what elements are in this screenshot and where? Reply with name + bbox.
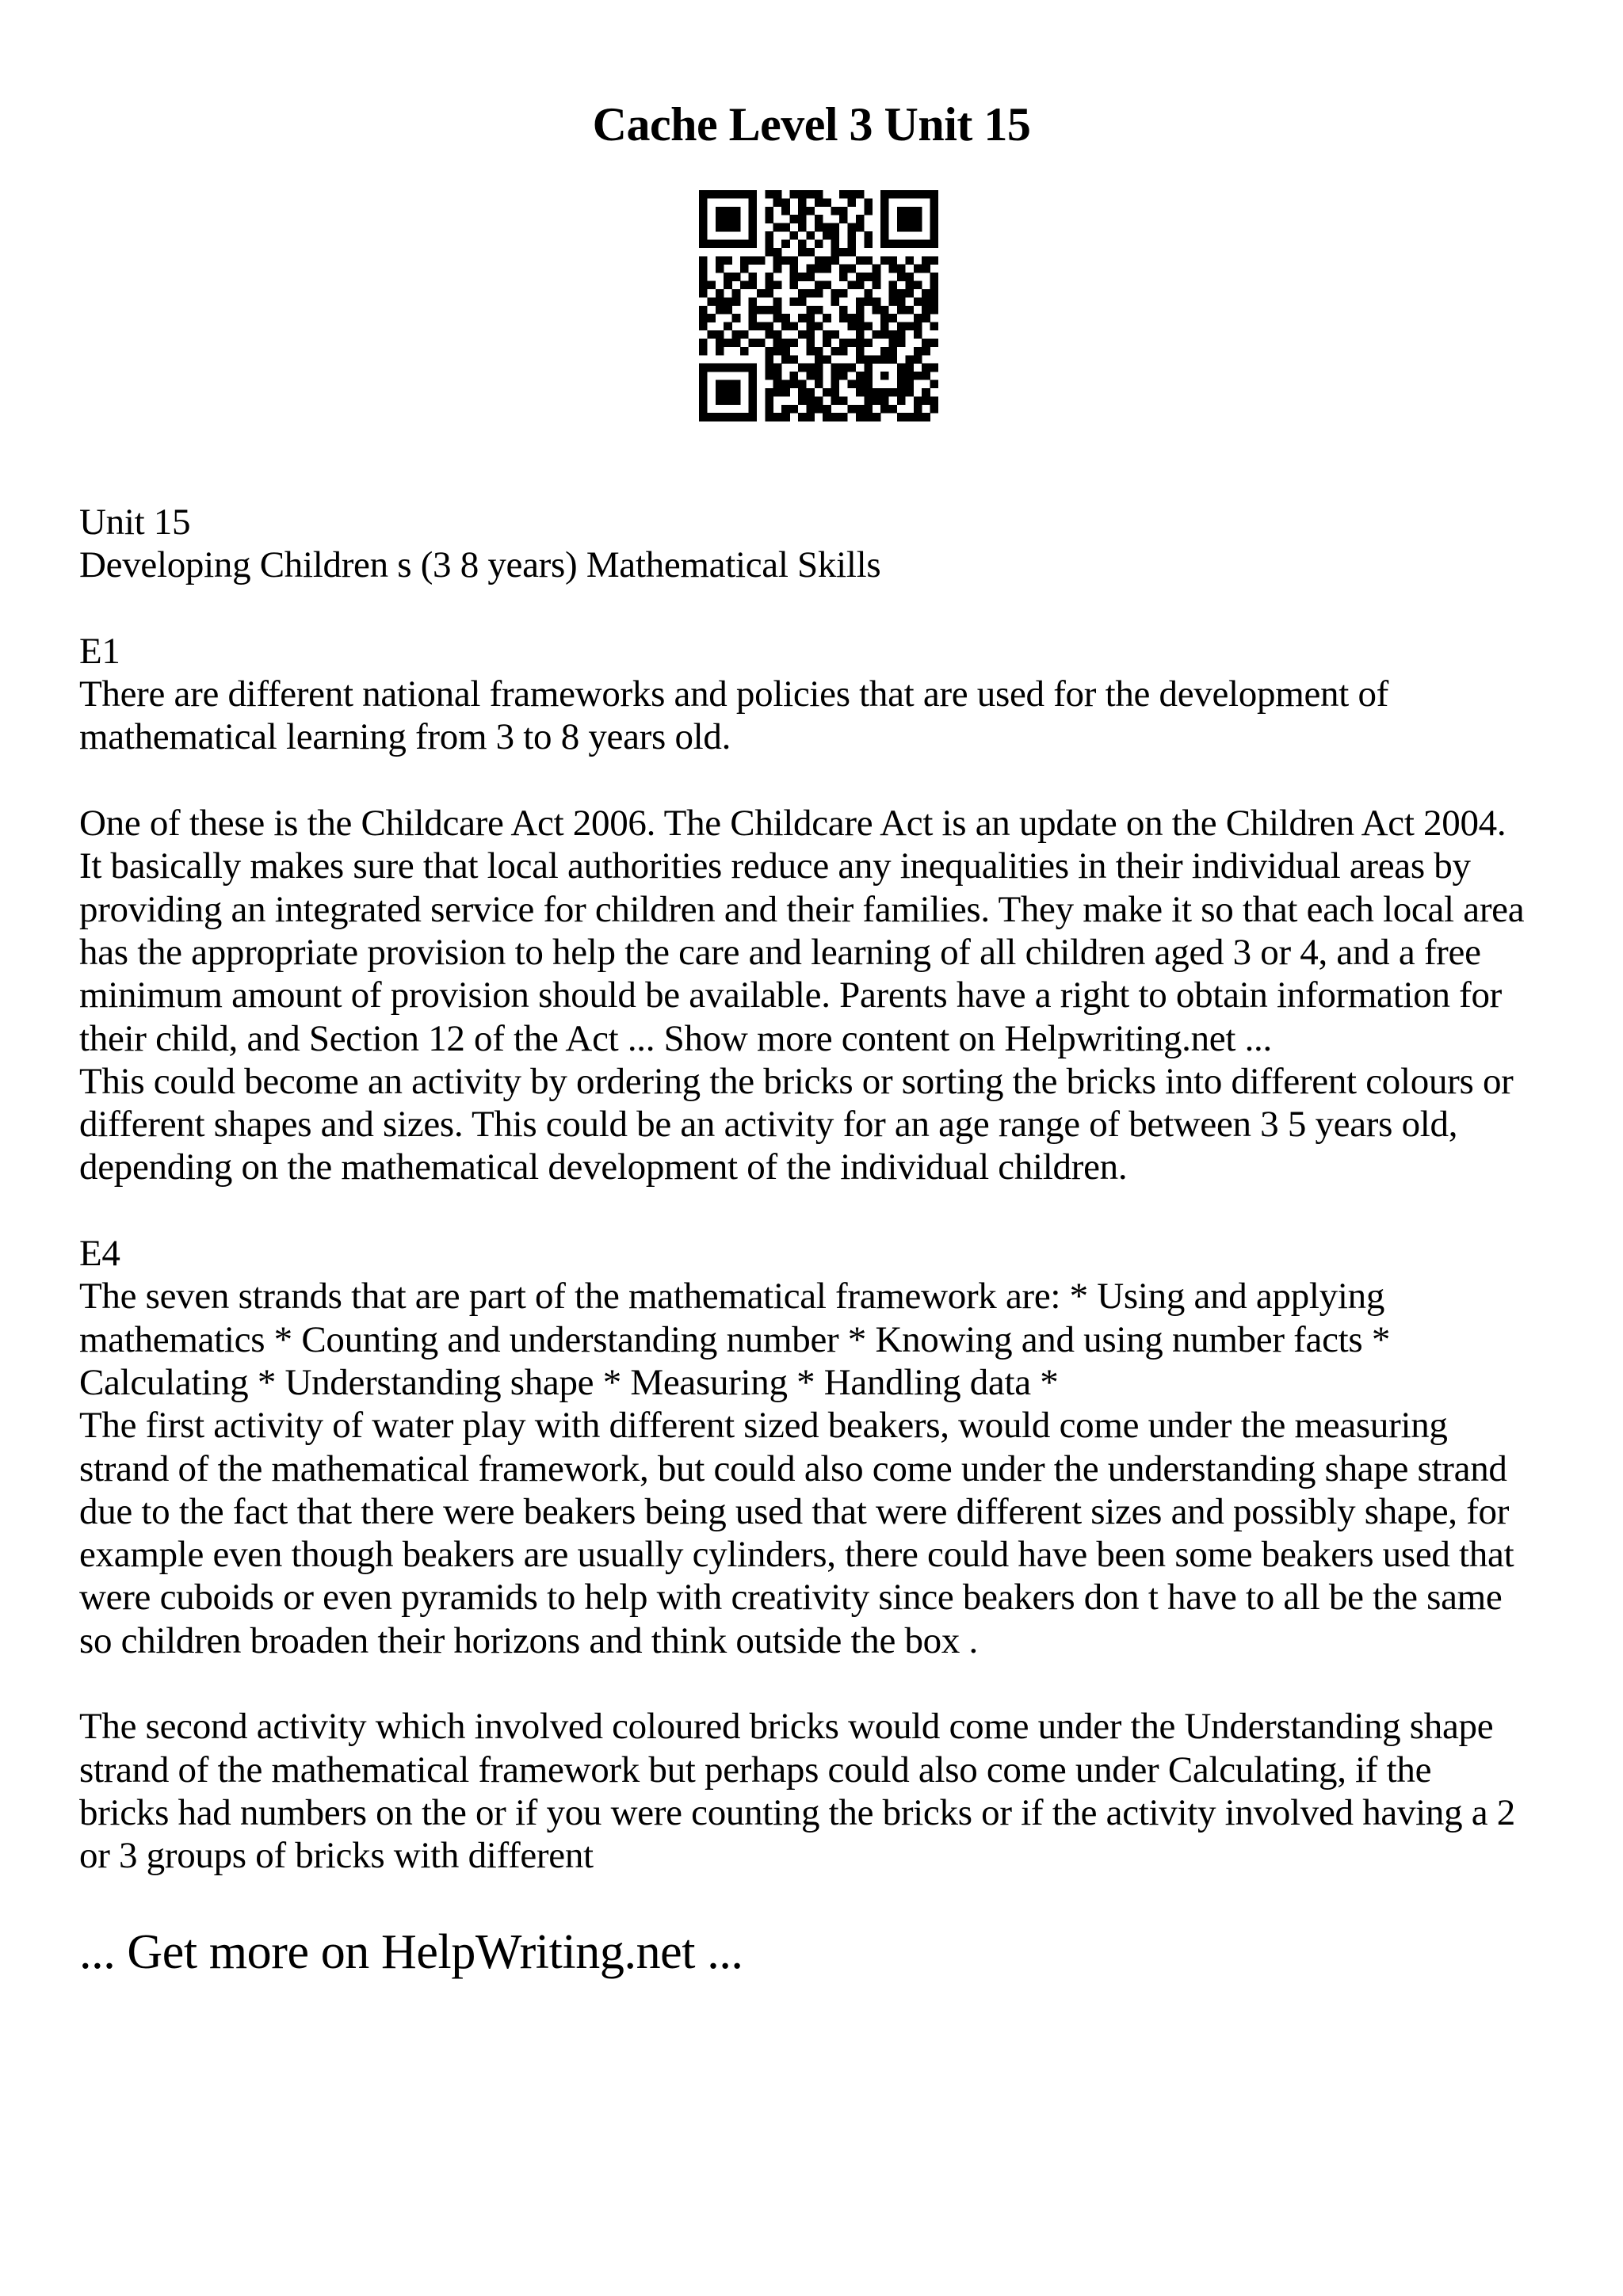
paragraph-line-show-more: their child, and Section 12 of the Act ... Show more content on Helpwriting.net ...	[79, 1017, 1272, 1059]
qr-code-modules	[699, 190, 938, 429]
paragraph-line: mathematics * Counting and understanding number * Knowing and using number facts *	[79, 1318, 1391, 1360]
paragraph-line: providing an integrated service for children and their families. They make it so that each local area	[79, 888, 1525, 930]
paragraph-line: This could become an activity by ordering the bricks or sorting the bricks into different colours or	[79, 1060, 1514, 1102]
paragraph-line: or 3 groups of bricks with different	[79, 1835, 594, 1877]
section-heading-e4: E4	[79, 1233, 120, 1275]
paragraph-line: The first activity of water play with different sized beakers, would come under the measuring	[79, 1405, 1448, 1447]
subheading-title: Developing Children s (3 8 years) Mathematical Skills	[79, 544, 881, 586]
blank-line	[79, 759, 1561, 802]
paragraph-line: It basically makes sure that local authorities reduce any inequalities in their individual areas by	[79, 845, 1471, 887]
blank-line	[79, 1662, 1561, 1705]
section-heading-e1: E1	[79, 630, 120, 672]
paragraph-line: strand of the mathematical framework but perhaps could also come under Calculating, if the	[79, 1749, 1432, 1791]
document-body	[79, 501, 1561, 1878]
paragraph-line: different shapes and sizes. This could be an activity for an age range of between 3 5 years old,	[79, 1104, 1458, 1146]
get-more-link[interactable]: ... Get more on HelpWriting.net ...	[79, 1925, 743, 1979]
paragraph-line: example even though beakers are usually cylinders, there could have been some beakers used that	[79, 1534, 1514, 1576]
paragraph-line: due to the fact that there were beakers being used that were different sizes and possibly shape, for	[79, 1490, 1510, 1532]
paragraph-line: There are different national frameworks and policies that are used for the development of	[79, 673, 1388, 715]
qr-code-icon	[699, 190, 938, 429]
paragraph-line: The second activity which involved coloured bricks would come under the Understanding shape	[79, 1706, 1494, 1748]
subheading-unit: Unit 15	[79, 502, 191, 543]
page-title: Cache Level 3 Unit 15	[592, 98, 1031, 151]
blank-line	[79, 1189, 1561, 1232]
paragraph-line: Calculating * Understanding shape * Measuring * Handling data *	[79, 1361, 1059, 1403]
paragraph-line: minimum amount of provision should be available. Parents have a right to obtain information for	[79, 974, 1503, 1016]
paragraph-line: strand of the mathematical framework, but could also come under the understanding shape strand	[79, 1447, 1507, 1489]
paragraph-line: The seven strands that are part of the mathematical framework are: * Using and applying	[79, 1276, 1385, 1318]
paragraph-line: bricks had numbers on the or if you were counting the bricks or if the activity involved having a 2	[79, 1791, 1515, 1833]
paragraph-line: mathematical learning from 3 to 8 years old.	[79, 716, 731, 758]
paragraph-line: so children broaden their horizons and think outside the box .	[79, 1619, 978, 1661]
paragraph-line: were cuboids or even pyramids to help with creativity since beakers don t have to all be the same	[79, 1577, 1503, 1619]
paragraph-line: One of these is the Childcare Act 2006. The Childcare Act is an update on the Children Act 2004.	[79, 803, 1507, 845]
paragraph-line: has the appropriate provision to help the care and learning of all children aged 3 or 4, and a free	[79, 931, 1481, 973]
blank-line	[79, 587, 1561, 630]
paragraph-line: depending on the mathematical development of the individual children.	[79, 1146, 1128, 1188]
